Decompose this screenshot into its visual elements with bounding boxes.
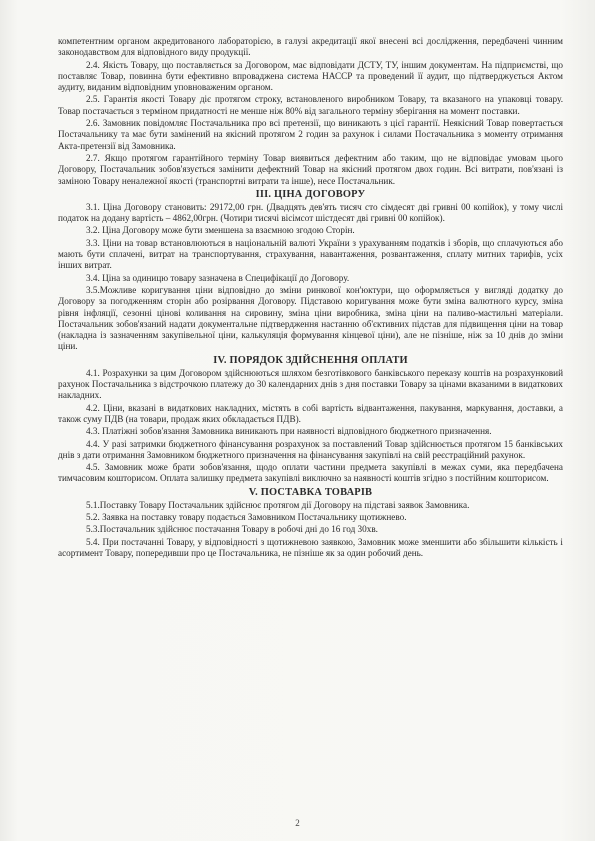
page-number: 2: [295, 818, 300, 828]
paragraph: 5.1.Поставку Товару Постачальник здійснює протягом дії Договору на підставі заявок Замовника.: [86, 499, 470, 510]
paragraph: 4.4. У разі затримки бюджетного фінансування розрахунок за поставлений Товар здійснюється протягом 15 банківських днів з дати отримання Замовником бюджетного призначення на фінансування закупівлі на свій реєстраційний рахунок.: [58, 438, 563, 460]
paragraph: 2.7. Якщо протягом гарантійного терміну Товар виявиться дефектним або таким, що не відповідає умовам цього Договору, Постачальник зобов'язується замінити дефектний Товар на якісний протягом двох годин. Всі витрати, пов'язані із заміною Товару неналежної якості (транспортні витрати та інше), несе Постачальник.: [58, 152, 563, 186]
paragraph: 3.1. Ціна Договору становить: 29172,00 грн. (Двадцять дев'ять тисяч сто сімдесят дві гривні 00 копійок), у тому числі податок на додану вартість – 4862,00грн. (Чотири тисячі вісімсот шістдесят дві гривні 00 копійок).: [58, 201, 563, 224]
paragraph: компетентним органом акредитованого лабораторією, в галузі акредитації якої внесені всі дослідження, передбачені чинним законодавством для відповідного виду продукції.: [58, 36, 563, 58]
paragraph: 4.3. Платіжні зобов'язання Замовника виникають при наявності відповідного бюджетного призначення.: [86, 426, 492, 437]
paragraph: 2.4. Якість Товару, що поставляється за Договором, має відповідати ДСТУ, ТУ, іншим документам. На підприємстві, що поставляє Товар, повинна бути ефективно впроваджена система НАССР та проведений її аудит, що підтверджується Актом аудиту, виданим відповідним уповноваженим органом.: [58, 59, 563, 93]
paragraph: 3.5.Можливе коригування ціни відповідно до зміни ринкової кон'юктури, що оформляється у вигляді додатку до Договору за погодженням сторін або розірвання Договору. Підставою коригування може бути зміна валютного курсу, зміна рівня інфляції, сезонні цінові коливання на сировину, зміна ціни виробника, зміна ціни на паливо-мастильні матеріали. Постачальник зобов'язаний надати документальне підтвердження настанню об'єктивних підстав для підвищення ціни на товар (накладна із зазначенням закупівельної ціни, калькуляція формування кінцевої ціни), але не пізніше, ніж за 10 днів до зміни ціни.: [58, 284, 563, 352]
section-5-delivery: [58, 500, 563, 559]
paragraph: 5.3.Постачальник здійснює постачання Товару в робочі дні до 16 год 30хв.: [86, 524, 378, 535]
paragraph: 5.2. Заявка на поставку товару подається Замовником Постачальнику щотижнево.: [86, 511, 407, 522]
section-4-payment: [58, 368, 563, 485]
document-body: [58, 36, 563, 560]
paragraph: 4.1. Розрахунки за цим Договором здійснюються шляхом безготівкового банківського переказу коштів на розрахунковий рахунок Постачальника з відстрочкою платежу до 30 календарних днів з дня поставки Товару за цінами вказаними в видаткових накладних.: [58, 367, 563, 401]
paragraph: 2.5. Гарантія якості Товару діє протягом строку, встановленого виробником Товару, та вказаного на упаковці товару. Товар постачається з терміном придатності не менше ніж 80% від загального терміну зберігання на момент поставки.: [58, 94, 563, 116]
paragraph: 2.6. Замовник повідомляє Постачальника про всі претензії, що виникають з цієї гарантії. Неякісний Товар повертається Постачальнику та має бути замінений на якісний протягом 2 годин за рахунок і силами Постачальника з моменту отримання Акта-претензії від Замовника.: [58, 118, 563, 151]
paragraph: 4.5. Замовник може брати зобов'язання, щодо оплати частини предмета закупівлі в межах суми, яка передбачена тимчасовим кошторисом. Оплата залишку предмета закупівлі виключно за наявності коштів згідно з постійним кошторисом.: [58, 462, 563, 484]
paragraph: 3.2. Ціна Договору може бути зменшена за взаємною згодою Сторін.: [86, 225, 355, 236]
paragraph: 5.4. При постачанні Товару, у відповідності з щотижневою заявкою, Замовник може зменшити або збільшити кількість і асортимент Товару, попередивши про це Постачальника, не пізніше як за один робочий день.: [58, 536, 563, 558]
heading-section-5: V. ПОСТАВКА ТОВАРІВ: [248, 486, 373, 498]
heading-section-3: ІІІ. ЦІНА ДОГОВОРУ: [255, 188, 366, 200]
paragraph: 3.3. Ціни на товар встановлюються в національній валюті України з урахуванням податків і зборів, що сплачуються або мають бути сплачені, витрат на транспортування, страхування, навантаження, розвантаження, сплату митних тарифів, усіх інших витрат.: [58, 237, 563, 271]
section-2-continued: [58, 36, 563, 187]
paragraph: 4.2. Ціни, вказані в видаткових накладних, містять в собі вартість відвантаження, пакування, маркування, доставки, а також суму ПДВ (на товари, продаж яких обкладається ПДВ).: [58, 402, 563, 424]
paragraph: 3.4. Ціна за одиницю товару зазначена в Специфікації до Договору.: [86, 272, 350, 283]
heading-section-4: IV. ПОРЯДОК ЗДІЙСНЕННЯ ОПЛАТИ: [213, 354, 408, 366]
section-3-price: [58, 202, 563, 353]
